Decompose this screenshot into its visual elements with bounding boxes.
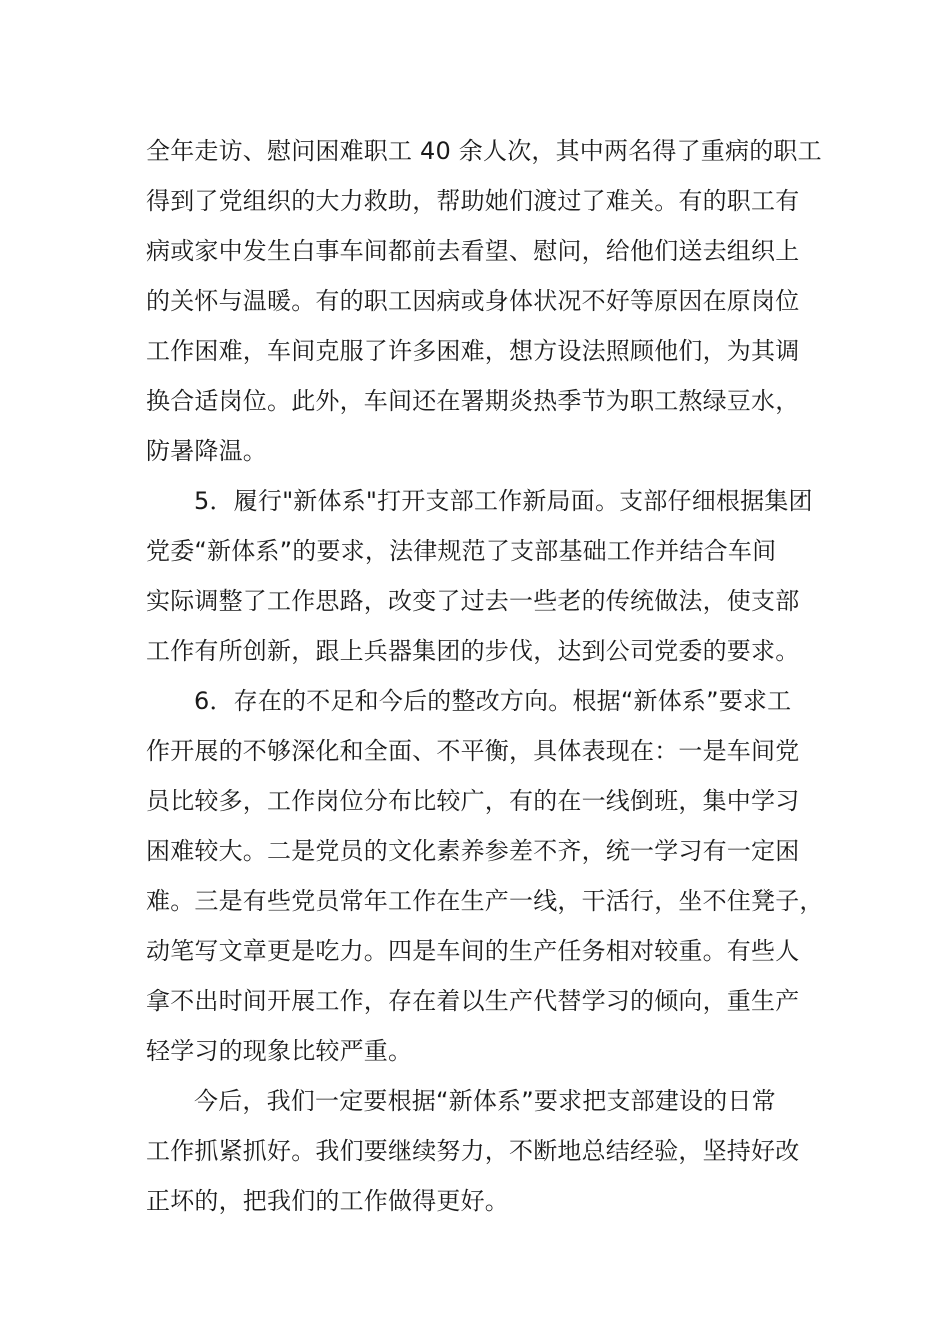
paragraph-3-line-7: 拿不出时间开展工作，存在着以生产代替学习的倾向，重生产: [146, 987, 800, 1015]
paragraph-3-line-5: 难。三是有些党员常年工作在生产一线，干活行，坐不住凳子，: [146, 887, 824, 915]
paragraph-3-line-2: 作开展的不够深化和全面、不平衡，具体表现在：一是车间党: [146, 737, 800, 765]
paragraph-3-line-3: 员比较多，工作岗位分布比较广，有的在一线倒班，集中学习: [146, 787, 800, 815]
paragraph-2-line-3: 实际调整了工作思路，改变了过去一些老的传统做法，使支部: [146, 587, 800, 615]
paragraph-1-line-2: 得到了党组织的大力救助，帮助她们渡过了难关。有的职工有: [146, 187, 800, 215]
paragraph-4-line-1: 今后，我们一定要根据“新体系”要求把支部建设的日常: [194, 1087, 776, 1115]
paragraph-3-line-4: 困难较大。二是党员的文化素养参差不齐，统一学习有一定困: [146, 837, 800, 865]
paragraph-3-line-8: 轻学习的现象比较严重。: [146, 1037, 413, 1065]
paragraph-4-line-3: 正坏的，把我们的工作做得更好。: [146, 1187, 509, 1215]
paragraph-4-line-2: 工作抓紧抓好。我们要继续努力，不断地总结经验，坚持好改: [146, 1137, 800, 1165]
paragraph-2-line-2: 党委“新体系”的要求，法律规范了支部基础工作并结合车间: [146, 537, 777, 565]
paragraph-1-line-1: 全年走访、慰问困难职工 40 余人次，其中两名得了重病的职工: [146, 137, 822, 165]
paragraph-2-line-1: 5．履行"新体系"打开支部工作新局面。支部仔细根据集团: [194, 487, 813, 515]
paragraph-3-line-1: 6．存在的不足和今后的整改方向。根据“新体系”要求工: [194, 687, 792, 715]
paragraph-3-line-6: 动笔写文章更是吃力。四是车间的生产任务相对较重。有些人: [146, 937, 800, 965]
paragraph-1-line-4: 的关怀与温暖。有的职工因病或身体状况不好等原因在原岗位: [146, 287, 800, 315]
paragraph-1-line-6: 换合适岗位。此外，车间还在署期炎热季节为职工熬绿豆水，: [146, 387, 800, 415]
paragraph-1-line-3: 病或家中发生白事车间都前去看望、慰问，给他们送去组织上: [146, 237, 800, 265]
paragraph-1-line-5: 工作困难，车间克服了许多困难，想方设法照顾他们，为其调: [146, 337, 800, 365]
paragraph-1-line-7: 防暑降温。: [146, 437, 267, 465]
paragraph-2-line-4: 工作有所创新，跟上兵器集团的步伐，达到公司党委的要求。: [146, 637, 800, 665]
